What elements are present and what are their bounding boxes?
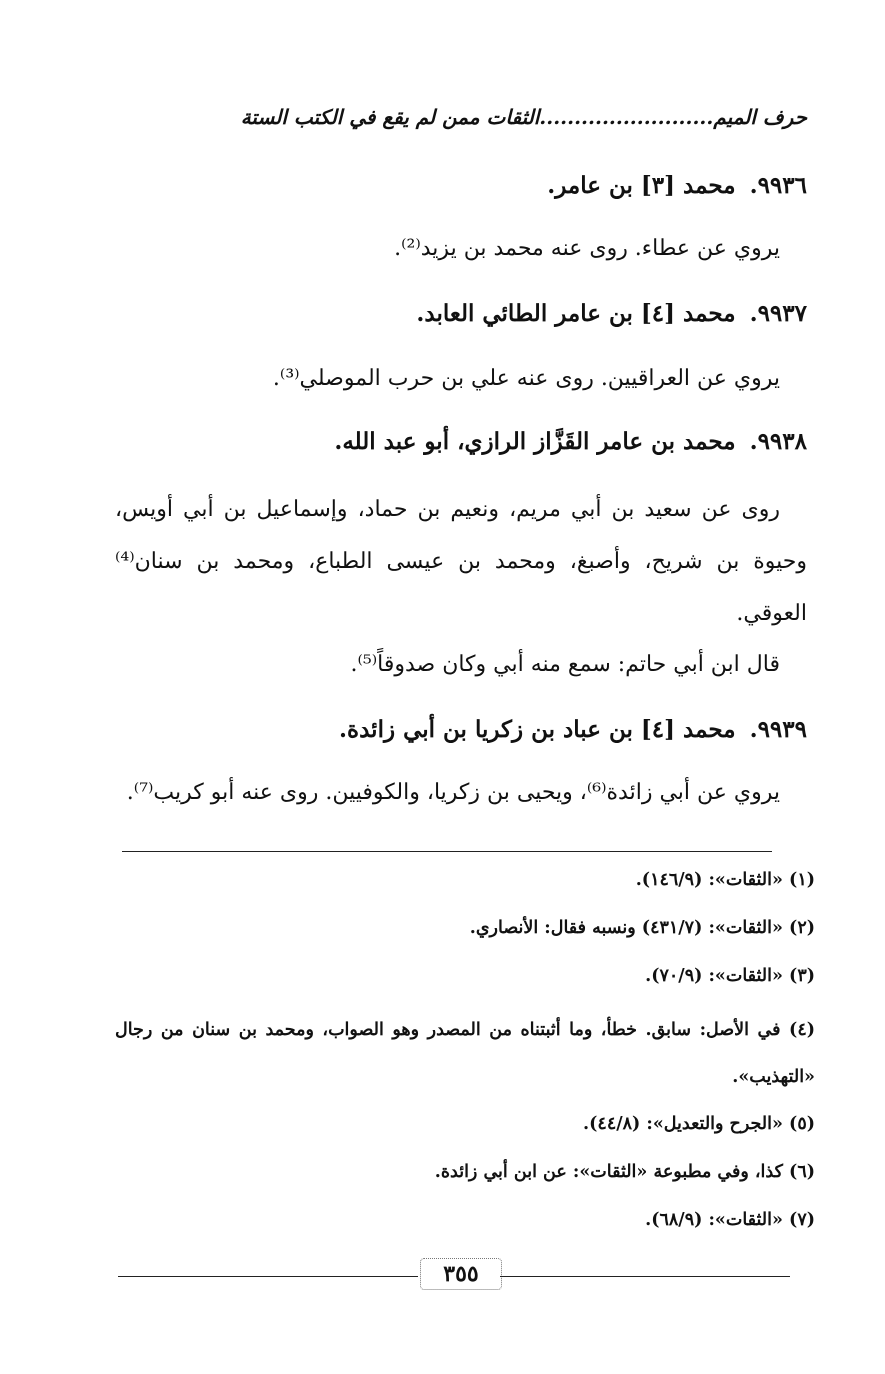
- entry-number: ٩٩٣٨.: [749, 428, 807, 455]
- entry-text: يروي عن أبي زائدة⁽⁶⁾، ويحيى بن زكريا، والكوفيين. روى عنه أبو كريب⁽⁷⁾.: [126, 780, 780, 805]
- entry-heading: [416, 300, 807, 327]
- entry-title: محمد [٣] بن عامر.: [547, 172, 736, 199]
- entry-number: ٩٩٣٦.: [749, 172, 807, 199]
- entry-text: يروي عن عطاء. روى عنه محمد بن يزيد⁽²⁾.: [394, 236, 780, 261]
- entry-title: محمد بن عامر القَزَّاز الرازي، أبو عبد الله.: [334, 428, 736, 455]
- footnote: [115, 1007, 815, 1101]
- entry-text: [115, 484, 807, 640]
- footnote-separator: [122, 851, 772, 852]
- entry-paragraph: روى عن سعيد بن أبي مريم، ونعيم بن حماد، وإسماعيل بن أبي أويس، وحيوة بن شريح، وأصبغ، ومحمد بن عيسى الطباع، ومحمد بن سنان⁽⁴⁾ العوقي.: [115, 497, 807, 626]
- footnote: (٧) «الثقات»: (٦٨/٩).: [645, 1210, 815, 1230]
- footer-rule: [118, 1276, 418, 1277]
- running-head: حرف الميم.........................الثقات ممن لم يقع في الكتب الستة: [240, 105, 807, 129]
- footer-rule: [500, 1276, 790, 1277]
- entry-heading: [334, 428, 807, 455]
- footnote: (٥) «الجرح والتعديل»: (٤٤/٨).: [583, 1114, 815, 1134]
- footnote: (١) «الثقات»: (١٤٦/٩).: [635, 870, 815, 890]
- entry-title: محمد [٤] بن عباد بن زكريا بن أبي زائدة.: [339, 716, 736, 743]
- entry-text: يروي عن العراقيين. روى عنه علي بن حرب الموصلي⁽³⁾.: [272, 366, 780, 391]
- page-number: ٣٥٥: [420, 1258, 502, 1290]
- entry-number: ٩٩٣٧.: [749, 300, 807, 327]
- footnote: (٣) «الثقات»: (٧٠/٩).: [645, 966, 815, 986]
- footnote: (٦) كذا، وفي مطبوعة «الثقات»: عن ابن أبي زائدة.: [434, 1162, 815, 1182]
- footnote-text: (٤) في الأصل: سابق. خطأ، وما أثبتناه من المصدر وهو الصواب، ومحمد بن سنان من رجال «التهذيب».: [115, 1020, 815, 1087]
- entry-title: محمد [٤] بن عامر الطائي العابد.: [416, 300, 736, 327]
- entry-heading: [547, 172, 807, 199]
- entry-number: ٩٩٣٩.: [749, 716, 807, 743]
- footnote: (٢) «الثقات»: (٤٣١/٧) ونسبه فقال: الأنصاري.: [469, 918, 815, 938]
- entry-quote: قال ابن أبي حاتم: سمع منه أبي وكان صدوقاً⁽⁵⁾.: [350, 652, 780, 677]
- entry-heading: [339, 716, 807, 743]
